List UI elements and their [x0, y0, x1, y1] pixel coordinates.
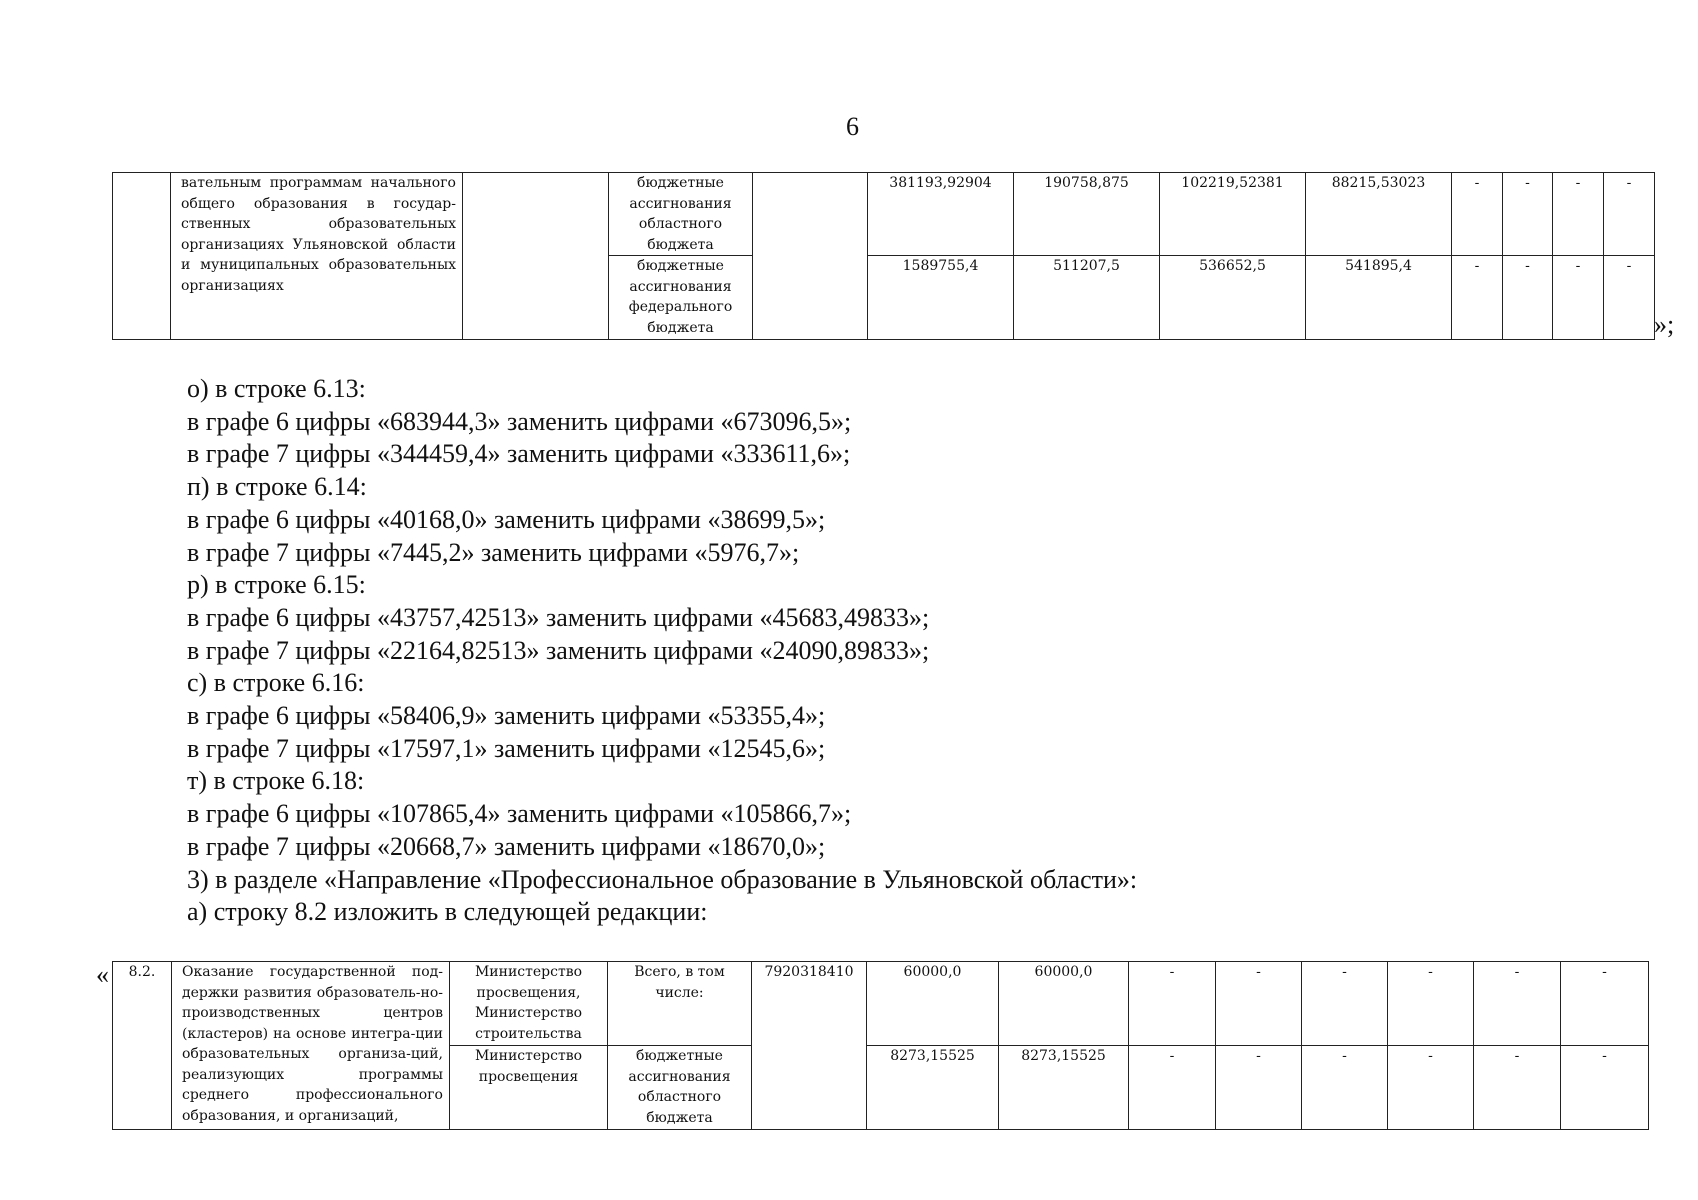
value-cell: 60000,0	[999, 962, 1129, 1046]
amendment-line: в графе 7 цифры «7445,2» заменить цифрами «5976,7»;	[187, 537, 800, 567]
value-cell: 511207,5	[1014, 256, 1160, 340]
row-number-cell	[113, 173, 171, 340]
amendment-line: в графе 7 цифры «344459,4» заменить цифрами «333611,6»;	[187, 439, 851, 469]
dash-cell: -	[1388, 1046, 1474, 1130]
value-cell: 60000,0	[867, 962, 999, 1046]
value-cell: 8273,15525	[999, 1046, 1129, 1130]
funding-source-cell: бюджетные ассигнования федерального бюджета	[609, 256, 753, 340]
funding-source-cell: Всего, в том числе:	[608, 962, 752, 1046]
amendment-line: в графе 7 цифры «17597,1» заменить цифрами «12545,6»;	[187, 733, 826, 763]
amendment-line: о) в строке 6.13:	[187, 374, 366, 403]
value-cell: 536652,5	[1160, 256, 1306, 340]
amendment-line: в графе 7 цифры «22164,82513» заменить цифрами «24090,89833»;	[187, 635, 930, 665]
code-cell	[753, 173, 868, 340]
value-cell: 8273,15525	[867, 1046, 999, 1130]
value-cell: 102219,52381	[1160, 173, 1306, 256]
dash-cell: -	[1302, 1046, 1388, 1130]
amendment-line: 3) в разделе «Направление «Профессиональное образование в Ульяновской области»:	[187, 864, 1138, 894]
funding-source-cell: бюджетные ассигнования областного бюджета	[609, 173, 753, 256]
code-cell: 7920318410	[752, 962, 867, 1130]
dash-cell: -	[1553, 173, 1604, 256]
dash-cell: -	[1503, 256, 1553, 340]
amendment-line: п) в строке 6.14:	[187, 472, 367, 502]
value-cell: 190758,875	[1014, 173, 1160, 256]
dash-cell: -	[1604, 173, 1655, 256]
dash-cell: -	[1604, 256, 1655, 340]
dash-cell: -	[1216, 962, 1302, 1046]
amendment-line: в графе 7 цифры «20668,7» заменить цифрами «18670,0»;	[187, 831, 826, 861]
opening-quote: «	[96, 960, 109, 989]
dash-cell: -	[1561, 1046, 1649, 1130]
dash-cell: -	[1503, 173, 1553, 256]
dash-cell: -	[1474, 962, 1561, 1046]
value-cell: 541895,4	[1306, 256, 1452, 340]
closing-quote: »;	[1654, 310, 1675, 339]
table-row	[113, 173, 1655, 256]
value-cell: 1589755,4	[868, 256, 1014, 340]
amendment-line: в графе 6 цифры «107865,4» заменить цифрами «105866,7»;	[187, 799, 852, 829]
dash-cell: -	[1129, 962, 1216, 1046]
amendment-line: в графе 6 цифры «683944,3» заменить цифрами «673096,5»;	[187, 406, 852, 436]
description-cell: Оказание государственной под-держки развития образователь-но-производственных центров (кластеров) на основе интегра-ции образовательных организа-ций, реализующих программы среднего профессионального образования, и организаций,	[172, 962, 450, 1130]
executor-cell: Министерство просвещения	[450, 1046, 608, 1130]
value-cell: 381193,92904	[868, 173, 1014, 256]
dash-cell: -	[1129, 1046, 1216, 1130]
dash-cell: -	[1216, 1046, 1302, 1130]
page-number: 6	[846, 112, 859, 141]
dash-cell: -	[1561, 962, 1649, 1046]
row-number-cell: 8.2.	[113, 962, 172, 1130]
amendment-line: т) в строке 6.18:	[187, 766, 365, 796]
dash-cell: -	[1452, 173, 1503, 256]
description-cell: вательным программам начального общего образования в государ-ственных образовательных организациях Ульяновской области и муниципальных образовательных организациях	[171, 173, 463, 340]
table-row	[113, 962, 1649, 1046]
amendment-line: в графе 6 цифры «58406,9» заменить цифрами «53355,4»;	[187, 701, 826, 731]
dash-cell: -	[1474, 1046, 1561, 1130]
program-table-bottom	[112, 961, 1649, 1130]
value-cell: 88215,53023	[1306, 173, 1452, 256]
program-table-top	[112, 172, 1655, 340]
amendment-line: в графе 6 цифры «40168,0» заменить цифрами «38699,5»;	[187, 504, 826, 534]
amendment-line: в графе 6 цифры «43757,42513» заменить цифрами «45683,49833»;	[187, 602, 930, 632]
executor-cell: Министерство просвещения, Министерство строительства	[450, 962, 608, 1046]
dash-cell: -	[1388, 962, 1474, 1046]
dash-cell: -	[1302, 962, 1388, 1046]
funding-source-cell: бюджетные ассигнования областного бюджета	[608, 1046, 752, 1130]
amendment-text	[187, 373, 1587, 929]
dash-cell: -	[1553, 256, 1604, 340]
amendment-line: р) в строке 6.15:	[187, 570, 366, 600]
executor-cell	[463, 173, 609, 340]
dash-cell: -	[1452, 256, 1503, 340]
amendment-line: а) строку 8.2 изложить в следующей редакции:	[187, 897, 708, 927]
amendment-line: с) в строке 6.16:	[187, 668, 365, 698]
